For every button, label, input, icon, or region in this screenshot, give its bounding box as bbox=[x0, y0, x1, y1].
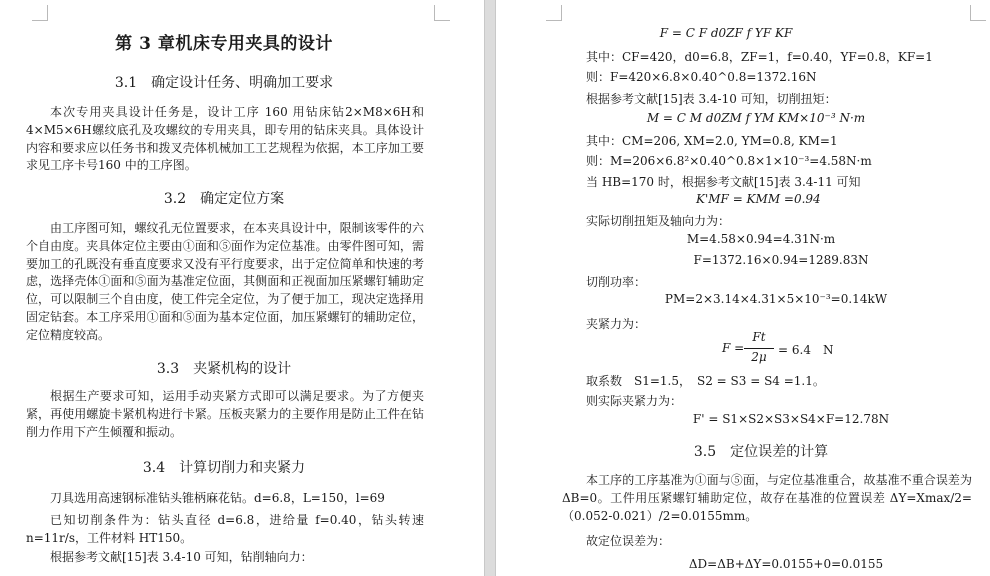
section-3-5-paragraph: 本工序的工序基准为①面与⑤面，与定位基准重合，故基准不重合误差为 ΔB=0。工件用压紧螺钉辅助定位，故存在基准的位置误差 ΔY=Xmax/2=（0.052-0.021）/2=0.0155mm。 bbox=[562, 473, 972, 523]
document-page-right bbox=[496, 0, 990, 576]
section-3-3-paragraph: 根据生产要求可知，运用手动夹紧方式即可以满足要求。为了方便夹紧，再使用螺旋卡紧机构进行卡紧。压板夹紧力的主要作用是防止工件在钻削力作用下产生倾覆和振动。 bbox=[26, 389, 424, 439]
clamping-force-denominator: 2μ bbox=[751, 350, 767, 364]
clamping-force-rhs: = 6.4 N bbox=[778, 343, 834, 357]
actual-axial-force: F=1372.16×0.94=1289.83N bbox=[693, 253, 869, 267]
section-3-1-paragraph: 本次专用夹具设计任务是，设计工序 160 用钻床钻2×M8×6H和4×M5×6H螺纹底孔及攻螺纹的专用夹具，即专用的钻床夹具。具体设计内容和要求应以任务书和拨叉壳体机械加工工艺规程为依据，本工序加工要求见工序卡号160 中的工序图。 bbox=[26, 105, 424, 173]
section-3-4-cutting-conditions: 已知切削条件为：钻头直径 d=6.8，进给量 f=0.40，钻头转速 n=11r/s，工件材料 HT150。 bbox=[26, 513, 424, 545]
section-3-2-paragraph: 由工序图可知，螺纹孔无位置要求，在本夹具设计中，限制该零件的六个自由度。夹具体定位主要由①面和⑤面作为定位基准。由零件图可知，需要加工的孔既没有垂直度要求又没有平行度要求，出于定位简单和快速的考虑，选择壳体①面和⑤面为基准定位面，其侧面和正视面加压紧螺钉辅助定位，可以限制三个自由度，使工件完全定位，为了便于加工，现决定选择用固定钻套。本工序采用①面和⑤面为基本定位面，加压紧螺钉的辅助定位，定位精度较高。 bbox=[26, 221, 424, 342]
section-3-4-tool-line: 刀具选用高速钢标准钻头锥柄麻花钻。d=6.8，L=150，l=69 bbox=[50, 491, 385, 505]
section-3-1-heading: 3.1 确定设计任务、明确加工要求 bbox=[114, 75, 334, 91]
positioning-error-result: ΔD=ΔB+ΔY=0.0155+0=0.0155 bbox=[688, 557, 884, 571]
actual-clamping-force: F' = S1×S2×S3×S4×F=12.78N bbox=[692, 412, 890, 426]
clamping-force-numerator: Ft bbox=[752, 330, 766, 344]
axial-force-result: 则：F=420×6.8×0.40^0.8=1372.16N bbox=[586, 70, 817, 84]
section-3-4-axial-force-intro: 根据参考文献[15]表 3.4-10 可知，钻削轴向力： bbox=[50, 550, 313, 564]
section-3-2-heading: 3.2 确定定位方案 bbox=[163, 191, 285, 207]
torque-formula: M = C M d0ZM f YM KM×10⁻³ N·m bbox=[646, 111, 866, 125]
crop-mark-top-left bbox=[546, 5, 562, 21]
axial-force-formula: F = C F d0ZF f YF KF bbox=[659, 26, 793, 40]
hb-reference: 当 HB=170 时，根据参考文献[15]表 3.4-11 可知 bbox=[586, 175, 861, 189]
positioning-error-label: 故定位误差为： bbox=[586, 534, 671, 548]
page-gap bbox=[484, 0, 496, 576]
correction-factor: K'MF = KMM =0.94 bbox=[696, 192, 821, 206]
torque-where: 其中：CM=206, XM=2.0, YM=0.8, KM=1 bbox=[586, 134, 838, 148]
fraction-bar bbox=[744, 348, 774, 349]
safety-coefficients: 取系数 S1=1.5， S2 = S3 = S4 =1.1。 bbox=[586, 374, 825, 388]
chapter-title: 第 3 章机床专用夹具的设计 bbox=[115, 34, 333, 54]
torque-result: 则：M=206×6.8²×0.40^0.8×1×10⁻³=4.58N·m bbox=[586, 154, 872, 168]
axial-force-where: 其中：CF=420，d0=6.8，ZF=1，f=0.40，YF=0.8，KF=1 bbox=[586, 50, 933, 64]
crop-mark-top-left bbox=[32, 5, 48, 21]
section-3-4-heading: 3.4 计算切削力和夹紧力 bbox=[142, 460, 306, 476]
document-page-left bbox=[0, 0, 484, 576]
clamping-force-label: 夹紧力为： bbox=[586, 317, 647, 331]
crop-mark-top-right bbox=[434, 5, 450, 21]
section-3-5-heading: 3.5 定位误差的计算 bbox=[693, 444, 829, 460]
cutting-power: PM=2×3.14×4.31×5×10⁻³=0.14kW bbox=[664, 292, 888, 306]
torque-reference: 根据参考文献[15]表 3.4-10 可知，切削扭矩： bbox=[586, 92, 837, 106]
clamping-force-lhs: F = bbox=[722, 341, 745, 355]
actual-clamping-label: 则实际夹紧力为： bbox=[586, 394, 683, 408]
crop-mark-top-right bbox=[970, 5, 986, 21]
actual-torque: M=4.58×0.94=4.31N·m bbox=[686, 232, 836, 246]
section-3-3-heading: 3.3 夹紧机构的设计 bbox=[156, 361, 292, 377]
cutting-power-label: 切削功率： bbox=[586, 275, 647, 289]
actual-torque-label: 实际切削扭矩及轴向力为： bbox=[586, 214, 731, 228]
